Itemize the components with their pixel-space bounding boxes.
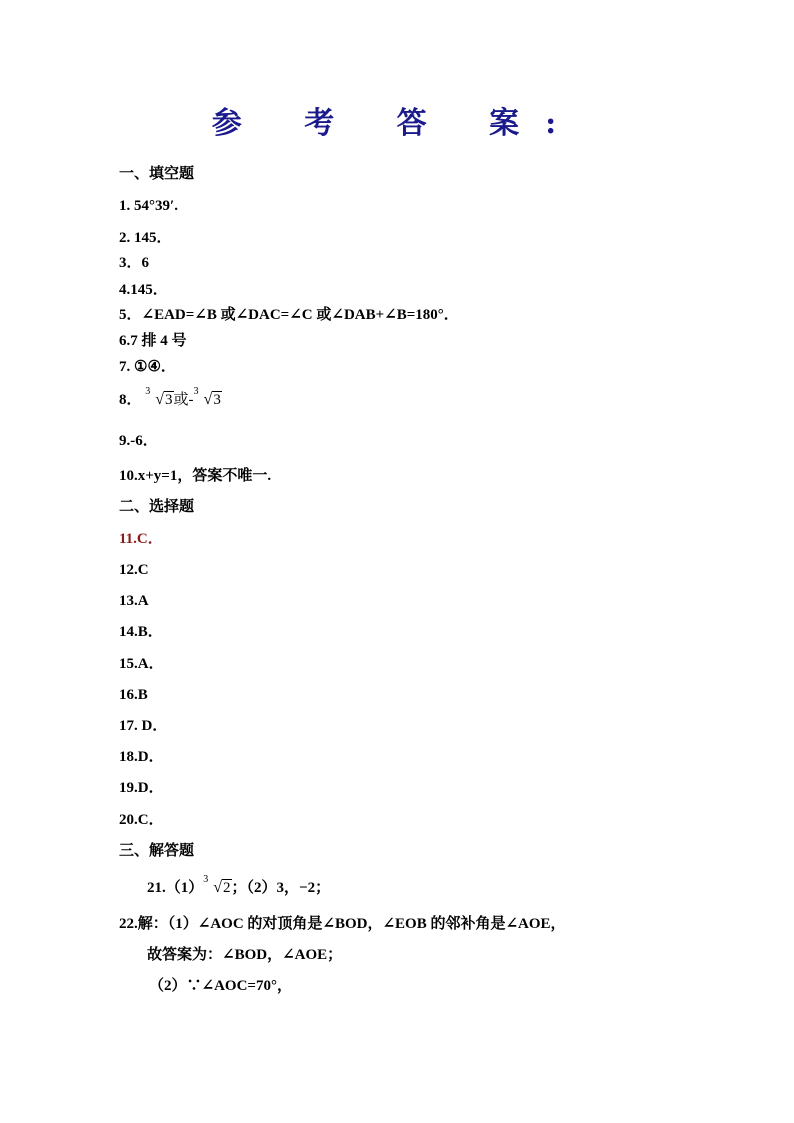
radicand: 3	[213, 392, 221, 408]
answer-22-line-3: （2）∵∠AOC=70°，	[149, 978, 292, 994]
radical-sign: √	[213, 879, 223, 896]
radical-sign: √	[155, 391, 165, 408]
answer-1: 1. 54°39′.	[119, 198, 178, 214]
answer-19: 19.D．	[119, 780, 164, 796]
cube-root	[145, 386, 173, 410]
answer-21	[147, 874, 331, 898]
cube-root	[203, 874, 231, 898]
answer-12: 12.C	[119, 562, 149, 578]
answer-4: 4.145．	[119, 282, 168, 298]
answer-5: 5．∠EAD=∠B 或∠DAC=∠C 或∠DAB+∠B=180°．	[119, 307, 459, 323]
answer-20: 20.C．	[119, 812, 164, 828]
answer-13: 13.A	[119, 593, 149, 609]
page-title: 参 考 答 案:	[211, 106, 583, 141]
answer-2: 2. 145．	[119, 230, 172, 246]
section-choice-heading: 二、选择题	[119, 499, 195, 515]
answer-3: 3．6	[119, 255, 150, 271]
answer-18: 18.D．	[119, 749, 164, 765]
radicand: 3	[165, 392, 173, 408]
answer-10: 10.x+y=1，答案不唯一.	[119, 468, 272, 484]
answer-22-line-2: 故答案为：∠BOD，∠AOE；	[147, 947, 343, 963]
answer-8	[119, 386, 222, 410]
answer-11: 11.C．	[119, 531, 163, 547]
answer-7: 7. ①④．	[119, 359, 176, 375]
answer-15: 15.A．	[119, 656, 164, 672]
section-solution-heading: 三、解答题	[119, 843, 195, 859]
root-index: 3	[193, 386, 199, 397]
root-index: 3	[145, 386, 151, 397]
answer-8-or: 或-	[173, 392, 194, 408]
answer-9: 9.-6．	[119, 433, 158, 449]
answer-21-prefix: 21.（1）	[147, 880, 204, 896]
answer-16: 16.B	[119, 687, 148, 703]
section-fill-in-heading: 一、填空题	[119, 166, 195, 182]
answer-17: 17. D．	[119, 718, 168, 734]
root-index: 3	[203, 874, 209, 885]
answer-6: 6.7 排 4 号	[119, 333, 187, 349]
radical-sign: √	[203, 391, 213, 408]
answer-8-prefix: 8．	[119, 392, 142, 408]
cube-root-negative	[193, 386, 222, 410]
answer-21-suffix: ；（2）3，−2；	[231, 880, 331, 896]
answer-14: 14.B．	[119, 624, 163, 640]
radicand: 2	[223, 880, 231, 896]
answer-22-line-1: 22.解：（1）∠AOC 的对顶角是∠BOD，∠EOB 的邻补角是∠AOE，	[119, 916, 566, 932]
